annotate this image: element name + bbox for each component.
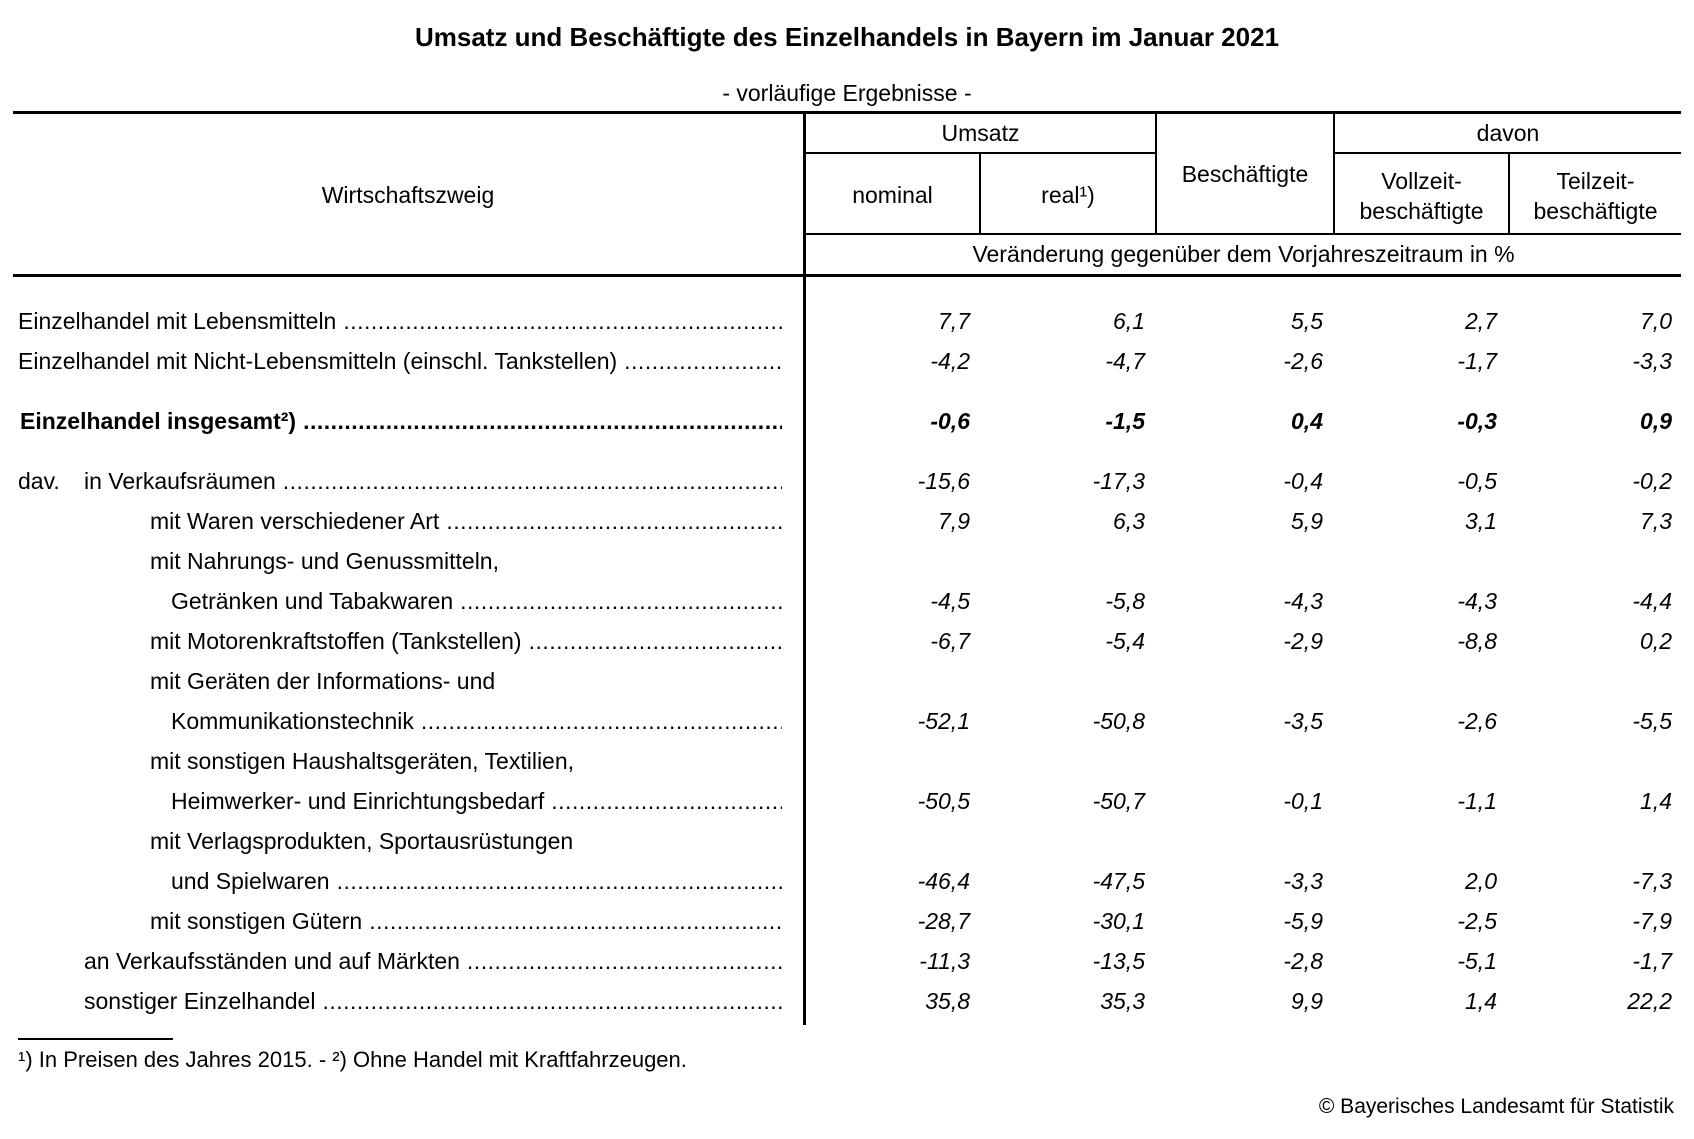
row-label-text: Einzelhandel mit Lebensmitteln: [18, 308, 337, 334]
cell-teilzeit: -3,3: [1632, 348, 1672, 374]
cell-nominal: -28,7: [917, 908, 970, 934]
row-label-text: mit Verlagsprodukten, Sportausrüstungen: [150, 828, 574, 854]
dot-leader: [624, 343, 782, 379]
cell-vollzeit: 2,0: [1465, 868, 1497, 894]
cell-vollzeit: -2,5: [1457, 908, 1497, 934]
cell-vollzeit: -8,8: [1457, 628, 1497, 654]
cell-nominal: 7,7: [938, 308, 970, 334]
cell-real: -47,5: [1092, 868, 1145, 894]
header-nominal: nominal: [852, 182, 933, 208]
cell-teilzeit: 7,0: [1640, 308, 1672, 334]
cell-nominal: -46,4: [917, 868, 970, 894]
cell-beschaeftigte: -2,6: [1283, 348, 1323, 374]
dot-leader: [343, 303, 782, 339]
cell-teilzeit: 7,3: [1640, 508, 1672, 534]
table-row: [0, 583, 1694, 619]
cell-teilzeit: -7,3: [1632, 868, 1672, 894]
table-row: [0, 303, 1694, 339]
table-row: [0, 343, 1694, 379]
table-row: [0, 663, 1694, 699]
cell-nominal: 35,8: [925, 988, 970, 1014]
table-row: [0, 463, 1694, 499]
page-title: Umsatz und Beschäftigte des Einzelhandels in Bayern im Januar 2021: [414, 22, 1280, 52]
cell-nominal: -6,7: [930, 628, 970, 654]
dot-leader: [467, 943, 782, 979]
cell-teilzeit: -5,5: [1632, 708, 1672, 734]
cell-beschaeftigte: -0,1: [1283, 788, 1323, 814]
cell-real: 6,1: [1113, 308, 1145, 334]
dot-leader: [421, 703, 782, 739]
row-label-text: sonstiger Einzelhandel: [84, 988, 316, 1014]
cell-nominal: -4,2: [930, 348, 970, 374]
table-row: [0, 863, 1694, 899]
header-teilzeit: [1510, 166, 1681, 226]
row-label-text: Einzelhandel insgesamt²): [20, 408, 297, 434]
cell-teilzeit: -4,4: [1632, 588, 1672, 614]
header-vollzeit-line2: beschäftigte: [1359, 198, 1484, 224]
cell-vollzeit: 3,1: [1465, 508, 1497, 534]
row-prefix: dav.: [18, 468, 60, 494]
dot-leader: [551, 783, 782, 819]
footnote-rule: [18, 1038, 173, 1040]
row-label: [84, 463, 782, 499]
row-label-text: mit Waren verschiedener Art: [150, 508, 440, 534]
row-label: [150, 543, 782, 579]
cell-teilzeit: 0,9: [1640, 408, 1672, 434]
table-row: [0, 783, 1694, 819]
header-bottom-rule: [13, 274, 1681, 277]
cell-vollzeit: -4,3: [1457, 588, 1497, 614]
row-label-text: Einzelhandel mit Nicht-Lebensmitteln (einschl. Tankstellen): [18, 348, 618, 374]
table-row: [0, 623, 1694, 659]
row-label-text: und Spielwaren: [171, 868, 330, 894]
cell-real: -1,5: [1105, 408, 1145, 434]
cell-teilzeit: -1,7: [1632, 948, 1672, 974]
row-label-text: mit Motorenkraftstoffen (Tankstellen): [150, 628, 522, 654]
cell-beschaeftigte: -5,9: [1283, 908, 1323, 934]
cell-vollzeit: 1,4: [1465, 988, 1497, 1014]
header-davon: davon: [1476, 120, 1540, 146]
cell-real: -13,5: [1092, 948, 1145, 974]
cell-beschaeftigte: -4,3: [1283, 588, 1323, 614]
cell-vollzeit: -5,1: [1457, 948, 1497, 974]
table-row: [0, 983, 1694, 1019]
table-row: [0, 823, 1694, 859]
cell-nominal: -15,6: [917, 468, 970, 494]
cell-vollzeit: -0,3: [1457, 408, 1497, 434]
row-label-text: an Verkaufsständen und auf Märkten: [84, 948, 460, 974]
copyright-notice: © Bayerisches Landesamt für Statistik: [1318, 1095, 1674, 1118]
header-umsatz: Umsatz: [941, 120, 1020, 146]
header-beschaeftigte: Beschäftigte: [1181, 161, 1309, 187]
header-vollzeit: [1335, 166, 1508, 226]
table-row: [0, 403, 1694, 439]
header-teilzeit-line2: beschäftigte: [1533, 198, 1658, 224]
cell-real: -5,4: [1105, 628, 1145, 654]
cell-real: 35,3: [1100, 988, 1145, 1014]
row-label-text: mit Geräten der Informations- und: [150, 668, 496, 694]
cell-teilzeit: -7,9: [1632, 908, 1672, 934]
cell-vollzeit: -0,5: [1457, 468, 1497, 494]
dot-leader: [303, 403, 782, 439]
header-veraenderung: Veränderung gegenüber dem Vorjahreszeitraum in %: [972, 241, 1515, 267]
header-teilzeit-line1: Teilzeit-: [1556, 168, 1635, 194]
davon-underline: [1333, 152, 1681, 154]
row-label-text: mit Nahrungs- und Genussmitteln,: [150, 548, 499, 574]
row-label: [150, 823, 782, 859]
row-label-text: mit sonstigen Gütern: [150, 908, 363, 934]
cell-beschaeftigte: -3,3: [1283, 868, 1323, 894]
cell-vollzeit: -1,1: [1457, 788, 1497, 814]
cell-beschaeftigte: -2,9: [1283, 628, 1323, 654]
cell-beschaeftigte: -0,4: [1283, 468, 1323, 494]
cell-real: -5,8: [1105, 588, 1145, 614]
row-label: [150, 903, 782, 939]
row-label: [150, 623, 782, 659]
cell-beschaeftigte: -3,5: [1283, 708, 1323, 734]
header-real: real¹): [1041, 182, 1095, 208]
cell-real: -17,3: [1092, 468, 1145, 494]
cell-beschaeftigte: -2,8: [1283, 948, 1323, 974]
dot-leader: [337, 863, 782, 899]
cell-real: -4,7: [1105, 348, 1145, 374]
row-label: [150, 663, 782, 699]
row-label: [18, 303, 782, 339]
dot-leader: [322, 983, 782, 1019]
row-label: [84, 943, 782, 979]
cell-real: -50,7: [1092, 788, 1145, 814]
table-row: [0, 943, 1694, 979]
cell-beschaeftigte: 5,5: [1291, 308, 1323, 334]
header-wirtschaftszweig: Wirtschaftszweig: [321, 182, 495, 208]
row-label: [171, 863, 782, 899]
cell-nominal: -52,1: [917, 708, 970, 734]
row-label-text: Kommunikationstechnik: [171, 708, 414, 734]
table-row: [0, 743, 1694, 779]
cell-beschaeftigte: 9,9: [1291, 988, 1323, 1014]
row-label: [171, 583, 782, 619]
cell-nominal: -4,5: [930, 588, 970, 614]
row-label: [171, 783, 782, 819]
row-label: [20, 403, 782, 439]
footnote: ¹) In Preisen des Jahres 2015. - ²) Ohne Handel mit Kraftfahrzeugen.: [18, 1047, 687, 1072]
row-label-text: in Verkaufsräumen: [84, 468, 276, 494]
cell-real: 6,3: [1113, 508, 1145, 534]
cell-real: -50,8: [1092, 708, 1145, 734]
row-label: [84, 983, 782, 1019]
cell-teilzeit: -0,2: [1632, 468, 1672, 494]
cell-vollzeit: -2,6: [1457, 708, 1497, 734]
row-label: [18, 343, 782, 379]
row-label-text: mit sonstigen Haushaltsgeräten, Textilien,: [150, 748, 575, 774]
dot-leader: [529, 623, 782, 659]
table-row: [0, 543, 1694, 579]
row-label: [171, 703, 782, 739]
cell-beschaeftigte: 0,4: [1291, 408, 1323, 434]
dot-leader: [283, 463, 782, 499]
dot-leader: [446, 503, 782, 539]
cell-nominal: -0,6: [930, 408, 970, 434]
table-row: [0, 503, 1694, 539]
cell-teilzeit: 22,2: [1627, 988, 1672, 1014]
row-label: [150, 503, 782, 539]
cell-vollzeit: -1,7: [1457, 348, 1497, 374]
subheader-underline: [803, 233, 1681, 235]
cell-real: -30,1: [1092, 908, 1145, 934]
cell-vollzeit: 2,7: [1465, 308, 1497, 334]
dot-leader: [460, 583, 782, 619]
cell-nominal: -11,3: [919, 948, 970, 974]
row-label-text: Getränken und Tabakwaren: [171, 588, 454, 614]
table-row: [0, 703, 1694, 739]
cell-teilzeit: 1,4: [1640, 788, 1672, 814]
dot-leader: [369, 903, 782, 939]
header-vollzeit-line1: Vollzeit-: [1381, 168, 1462, 194]
cell-beschaeftigte: 5,9: [1291, 508, 1323, 534]
row-label-text: Heimwerker- und Einrichtungsbedarf: [171, 788, 545, 814]
table-row: [0, 903, 1694, 939]
cell-teilzeit: 0,2: [1640, 628, 1672, 654]
page-subtitle: - vorläufige Ergebnisse -: [722, 80, 972, 106]
cell-nominal: 7,9: [938, 508, 970, 534]
row-label: [150, 743, 782, 779]
table-top-rule: [13, 111, 1681, 114]
cell-nominal: -50,5: [917, 788, 970, 814]
